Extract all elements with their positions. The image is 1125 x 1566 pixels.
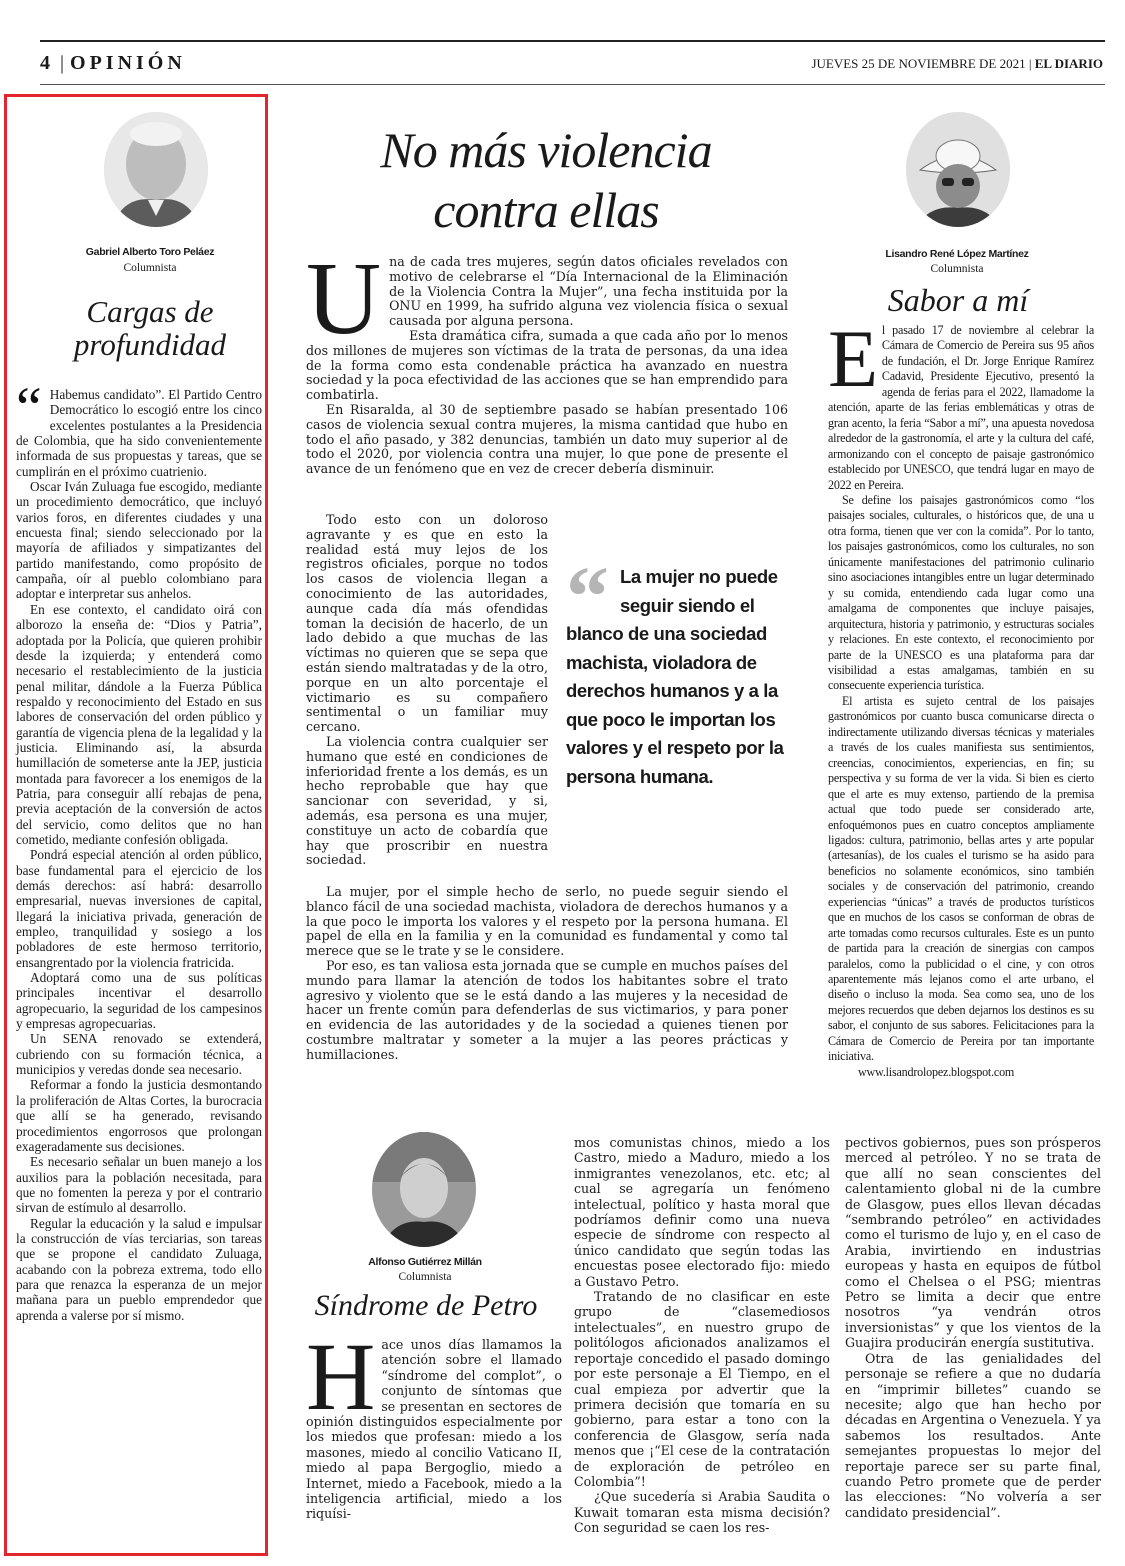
paragraph: Se define los paisajes gastronómicos como “los paisajes sociales, culturales, o históricos que, de una u otra forma, tienen que ver con la comida”. Por lo tanto, los paisajes gastronómicos, como los culturales, no son únicamente manifestaciones del patrimonio culinario sino asociaciones intangibles entre un lugar determinado y su comida, entendiendo cada lugar como una amalgama de componentes que incluye paisajes, arquitectura, historia y patrimonio, y estructuras sociales y relaciones. En este contexto, el reconocimiento por parte de la UNESCO es una plataforma para dar visibilidad a estas amalgamas, también en su consecuente experiencia turística.: [828, 492, 1094, 693]
author-name-gutierrez: Alfonso Gutiérrez Millán: [368, 1256, 482, 1268]
author-name-lopez: Lisandro René López Martínez: [885, 248, 1029, 260]
paragraph: En ese contexto, el candidato oirá con alborozo la enseña de: “Dios y Patria”, adoptada por la Policía, que quieren prohibir desde la izquierda; y entenderá como necesario el restablecimiento de la justicia penal militar, dándole a la Fuerza Pública respaldo y reconocimiento del Estado en sus labores de conservación del orden público y garantía de vigencia plena de la legalidad y la justicia. Eliminando así, la absurda humillación de someterse ante la JEP, justicia montada para favorecer a los enemigos de la Patria, para conseguir allí rebajas de pena, previa aceptación de la conversión de actos del servicio, como delitos que no han cometido, mediante confesión obligada.: [16, 601, 262, 847]
paragraph: ¿Que sucedería si Arabia Saudita o Kuwait tomaran esta misma decisión? Con seguridad se caen los res-: [574, 1489, 830, 1536]
column-title-gutierrez: Síndrome de Petro: [314, 1289, 538, 1322]
paragraph: Regular la educación y la salud e impulsar la construcción de vías terciarias, son tareas que se propone el candidato Zuluaga, acabando con la pobreza extrema, todo ello para que renazca la esperanza de un mejor mañana para un pueblo emprendedor que aprenda a valerse por sí mismo.: [16, 1215, 262, 1323]
paragraph: pectivos gobiernos, pues son prósperos merced al petróleo. Y no se trata de que allí no sean conscientes del calentamiento global ni de la cumbre de Glasgow, pues ellos llevan décadas “sembrando petróleo” en actividades como el turismo de lujo y, en el caso de Arabia, invirtiendo en industrias europeas y hasta en equipos de fútbol como el Chelsea o el PSG; mientras Petro se limita a decir que entre nosotros “ya vendrán otros inversionistas” y que los vientos de la Guajira producirán energía sustitutiva.: [845, 1135, 1101, 1351]
editorial-title-line1: No más violencia: [380, 122, 712, 178]
page-header-right: JUEVES 25 DE NOVIEMBRE DE 2021 | EL DIARIO: [811, 56, 1103, 71]
newspaper-name: EL DIARIO: [1034, 56, 1103, 71]
issue-date: JUEVES 25 DE NOVIEMBRE DE 2021: [811, 56, 1026, 71]
editorial-body-bottom: [306, 885, 788, 1063]
header-bottom-rule: [40, 84, 1105, 85]
column-title-toro: [22, 296, 278, 361]
paragraph: La violencia contra cualquier ser humano que esté en condiciones de inferioridad frente a los demás, es un hecho reprobable que hay que sancionar con severidad, y si, además, esa persona es una mujer, constituye un acto de cobardía que hay que proscribir en nuestra sociedad.: [306, 733, 548, 868]
paragraph: Pondrá especial atención al orden público, base fundamental para el ejercicio de los demás derechos: así habrá: desarrollo empresarial, nuevas inversiones de capital, llegará la iniciativa privada, generación de empleo, tranquilidad y sosiego a los pobladores de este hermoso territorio, ensangrentado por la violencia fratricida.: [16, 847, 262, 970]
paragraph: mos comunistas chinos, miedo a los Castro, miedo a Maduro, miedo a los inmigrantes venezolanos, etc. etc; al cual se agregaría un fenómeno intelectual, político y hasta moral que podríamos definir como una nueva especie de síndrome con respecto al único candidato que según todas las encuestas posee electorado fijo: miedo a Gustavo Petro.: [574, 1135, 830, 1289]
paragraph: En Risaralda, al 30 de septiembre pasado se habían presentado 106 casos de violencia sexual contra mujeres, la misma cantidad que hubo en todo el año pasado, y 382 denuncias, también un dato muy superior al de todo el 2020, por violencia contra una mujer, lo que pone de presente el avance de un fenómeno que en vez de crecer debería disminuir.: [306, 401, 788, 477]
header-top-rule: [40, 40, 1105, 42]
paragraph: El artista es sujeto central de los paisajes gastronómicos por cuanto busca comunicarse directa o indirectamente utilizando diversas técnicas y materiales a través de los cuales manifiesta sus sentimientos, creencias, conocimientos, experiencias, en fin; su perspectiva y su forma de ver la vida. Si bien es cierto que el arte es muy extenso, partiendo de la premisa actual que todo puede ser considerado arte, enfoquémonos pues en cuatro conceptos ampliamente ligados: cultura, patrimonio, bellas artes y arte popular (artesanías), de los cuales el turismo se ha asido para beneficios no solamente económicos, sino también sociales y de conservación del patrimonio, creando experiencias “únicas” a través de productos turísticos que en muchos de los casos se conforman de obras de arte tomadas como recursos culturales. Este es un punto de partida para la creación de sinergias con campos paralelos, como la publicidad o el cine, y con otros aparentemente más lejanos como el arte urbano, el diseño o incluso la moda. Sea como sea, uno de los mejores recuerdos que deben dejarnos los destinos es su sabor, el conjunto de sus sabores. Felicitaciones para la Cámara de Comercio de Pereira por tan importante iniciativa.: [828, 693, 1094, 1064]
paragraph: La mujer, por el simple hecho de serlo, no puede seguir siendo el blanco fácil de una sociedad machista, violadora de derechos humanos y a la que poco le importa los valores y el respeto por la persona humana. El papel de ella en la familia y en la comunidad es fundamental y como tal merece que se le trate y se le considere.: [306, 884, 788, 959]
paragraph: Un SENA renovado se extenderá, cubriendo con su formación técnica, a municipios y veredas donde sea necesario.: [16, 1031, 262, 1078]
author-role-gutierrez: Columnista: [398, 1271, 452, 1283]
paragraph: Habemus candidato”. El Partido Centro Democrático lo escogió entre los cinco excelentes postulantes a la Presidencia de Colombia, que ha sido convenientemente informada de sus propuestas y tareas, que se cumplirán en el próximo cuatrienio.: [16, 387, 262, 479]
paragraph: Otra de las genialidades del personaje se refiere a que no dudaría en “imprimir billetes” cuando se necesite; algo que han hecho por décadas en Argentina o Venezuela. Y ya sabemos los resultados. Ante semejantes propuestas lo mejor del reportaje parece ser su parte final, cuando Petro promete que de perder las elecciones: “No volvería a ser candidato presidencial”.: [845, 1350, 1101, 1520]
paragraph: Esta dramática cifra, sumada a que cada año por lo menos dos millones de mujeres son víctimas de la trata de personas, da una idea de la forma como esta condenable práctica ha avanzado en nuestra sociedad y la poca efectividad de las acciones que se han emprendido para combatirla.: [306, 327, 788, 403]
author-role-lopez: Columnista: [930, 263, 984, 275]
pull-quote-text: [566, 563, 796, 791]
column-title-lopez: Sabor a mí: [887, 282, 1029, 318]
open-quote-mark: “: [16, 375, 42, 440]
author-name-toro: Gabriel Alberto Toro Peláez: [85, 246, 215, 258]
author-role-toro: Columnista: [123, 262, 177, 274]
paragraph: Tratando de no clasificar en este grupo de “clasemediosos intelectuales”, en nuestro grupo de politólogos aficionados analizamos el reportaje concedido el pasado domingo por este personaje a El Tiempo, en el cual empieza por advertir que la primera decisión que tomaría en su gobierno, para estar a tono con la conferencia de Glasgow, sería nada menos que ¡“El cese de la contratación de exploración de petróleo en Colombia”!: [574, 1289, 830, 1489]
column-body-lopez: [828, 313, 1094, 1080]
gutierrez-col1: [306, 1323, 562, 1522]
editorial-title: [300, 120, 792, 240]
paragraph: Reformar a fondo la justicia desmontando la proliferación de Altas Cortes, la burocracia que allí se ha generado, revisando procedimientos engorrosos que prolongan exageradamente sus decisiones.: [16, 1077, 262, 1154]
page-header-left: [40, 52, 186, 75]
gutierrez-dropcap: H: [306, 1323, 376, 1430]
paragraph: l pasado 17 de noviembre al celebrar la Cámara de Comercio de Pereira sus 95 años de fundación, el Dr. Jorge Enrique Ramírez Cadavid, Presidente Ejecutivo, presentó la agenda de ferias para el 2022, llamadome la atención, aparte de las ferias emblemáticas y otras de gran acento, la feria “Sabor a mí”, una apuesta novedosa alrededor de la gastronomía, el arte y la cultura del café, armonizando con el concepto de paisaje gastronómico establecido por UNESCO, que tendrá lugar en mayo de 2022 en Pereira.: [828, 323, 1094, 492]
editorial-body-top: [306, 241, 788, 477]
header-separator: |: [60, 52, 65, 74]
section-name: OPINIÓN: [70, 52, 186, 74]
paragraph: na de cada tres mujeres, según datos oficiales revelados con motivo de celebrarse el “Día Internacional de la Eliminación de la Violencia Contra la Mujer”, una fecha instituida por la ONU en 1999, ha sufrido alguna vez violencia física o sexual causada por alguna persona.: [389, 254, 788, 329]
blog-url: www.lisandrolopez.blogspot.com: [858, 1064, 1015, 1079]
paragraph: ace unos días llamamos la atención sobre el llamado “síndrome del complot”, o conjunto de síntomas que se presentan en sectores de opinión distinguidos especialmente por los miedos que profesan: miedo a los masones, miedo al concilio Vaticano II, miedo al papa Bergoglio, miedo a Internet, miedo a Facebook, miedo a la inteligencia artificial, miedo a los riquísi-: [306, 1337, 562, 1522]
paragraph: Todo esto con un doloroso agravante y es que en esto la realidad está muy lejos de los registros oficiales, porque no todos los casos de violencia llegan a conocimiento de las autoridades, aunque cada día más ofendidas toman la decisión de hacerlo, de un lado debido a que muchas de las víctimas no quieren que se sepa que están siendo maltratadas y de la otro, porque en un alto porcentaje el victimario es su compañero sentimental o un familiar muy cercano.: [306, 513, 548, 735]
paragraph: Oscar Iván Zuluaga fue escogido, mediante un procedimiento democrático, que incluyó varios foros, en diferentes ciudades y una encuesta final; siendo seleccionado por la mayoría de afiliados y simpatizantes del partido manifestando, como propósito de campaña, oír al pueblo colombiano para adoptar e interpretar sus anhelos.: [16, 479, 262, 602]
pull-quote-mark: “: [566, 548, 609, 644]
paragraph: Por eso, es tan valiosa esta jornada que se cumple en muchos países del mundo para llamar la atención de todos los habitantes sobre el trato agresivo y violento que se le está dando a las mujeres y la necesidad de hacer un frente común para defenderlas de sus victimarios, y para poner en evidencia de las autoridades y de la sociedad a quienes tienen por costumbre maltratar y someter a la mujer a las peores prácticas y humillaciones.: [306, 957, 788, 1062]
pull-quote: [566, 548, 796, 791]
author-photo-gutierrez: [372, 1132, 476, 1247]
paragraph: Es necesario señalar un buen manejo a los auxilios para la población necesitada, para que no fomenten la pereza y por el contrario sirvan de estímulo al desarrollo.: [16, 1154, 262, 1216]
editorial-dropcap: U: [306, 241, 382, 356]
gutierrez-col2: [574, 1135, 830, 1536]
column-body-toro: [16, 375, 262, 1323]
column-paragraphs-toro: [16, 375, 262, 1323]
paragraph: Adoptará como una de sus políticas principales incentivar el desarrollo agropecuario, la seguridad de los campesinos y empresas agropecuarias.: [16, 970, 262, 1032]
page-number: 4: [40, 52, 54, 74]
column-title-toro-line1: Cargas de: [86, 294, 214, 329]
pull-quote-content: La mujer no puede seguir siendo el blanco de una sociedad machista, violadora de derechos humanos y a la que poco le importan los valores y el respeto por la persona humana.: [566, 566, 784, 787]
author-photo-lopez: [906, 112, 1010, 227]
author-photo-toro: [104, 112, 208, 227]
gutierrez-col3: [845, 1135, 1101, 1520]
lopez-dropcap: E: [828, 313, 878, 404]
column-title-toro-line2: profundidad: [73, 326, 227, 362]
editorial-title-line2: contra ellas: [433, 182, 659, 238]
